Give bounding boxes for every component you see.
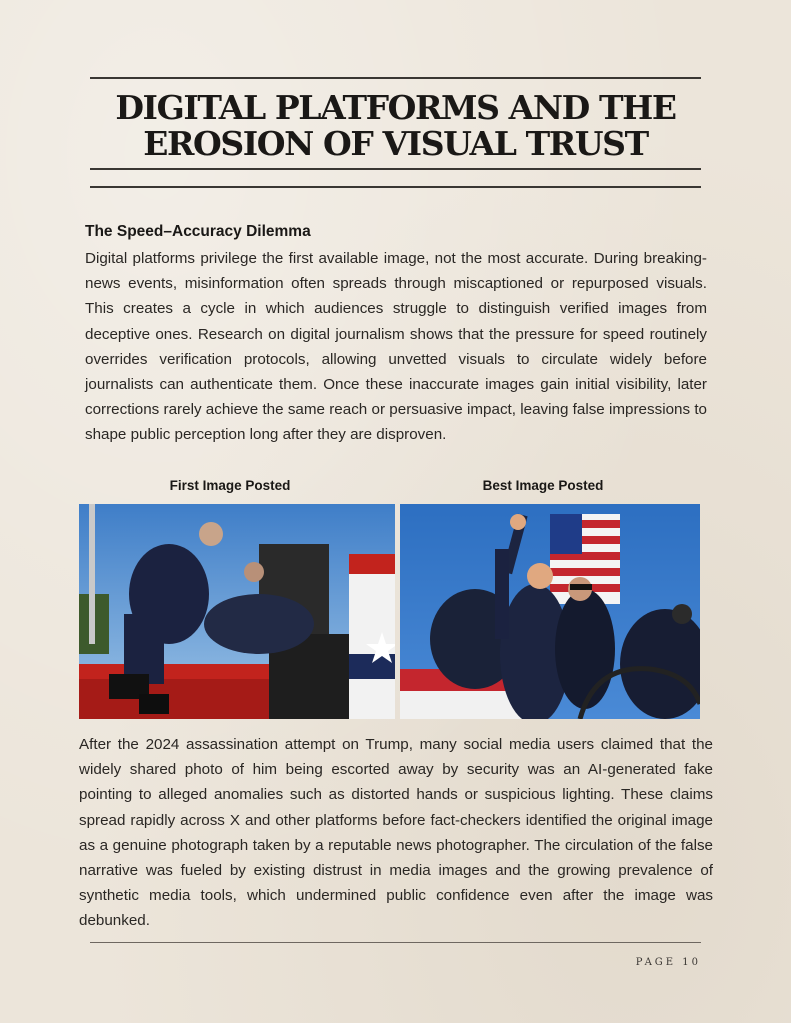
first-image-photo (79, 504, 395, 719)
page-title: DIGITAL PLATFORMS AND THE EROSION OF VISUAL TRUST (115, 88, 676, 163)
case-study-paragraph: After the 2024 assassination attempt on Trump, many social media users claimed that the widely shared photo of him being escorted away by security was an AI-generated fake pointing to alleged anomalies such as distorted hands or suspicious lighting. These claims spread rapidly across X and other platforms before fact-checkers identified the original image as a genuine photograph taken by a reputable news photographer. The circulation of the false narrative was fueled by existing distrust in media images and the growing prevalence of synthetic media tools, which undermined public confidence even after the image was debunked. (79, 736, 713, 930)
best-image-photo (400, 504, 700, 719)
best-image-caption: Best Image Posted (482, 478, 604, 493)
page-number: PAGE 10 (635, 957, 701, 968)
section-subheading: The Speed–Accuracy Dilemma (85, 223, 311, 240)
header-bottom-rule (90, 186, 701, 188)
intro-paragraph: Digital platforms privilege the first available image, not the most accurate. During breaking-news events, misinformation often spreads through miscaptioned or repurposed visuals. This creates a cycle in which audiences struggle to distinguish verified images from deceptive ones. Research on digital journalism shows that the pressure for speed routinely overrides verification protocols, allowing unvetted visuals to circulate widely before journalists can authenticate them. Once these inaccurate images gain initial visibility, later corrections rarely achieve the same reach or persuasive impact, leaving false impressions to shape public perception long after they are disproven. (85, 250, 707, 444)
footer-rule (90, 942, 701, 943)
first-image-caption: First Image Posted (169, 478, 291, 493)
header-middle-rule (90, 168, 701, 170)
header-top-rule (90, 77, 701, 79)
